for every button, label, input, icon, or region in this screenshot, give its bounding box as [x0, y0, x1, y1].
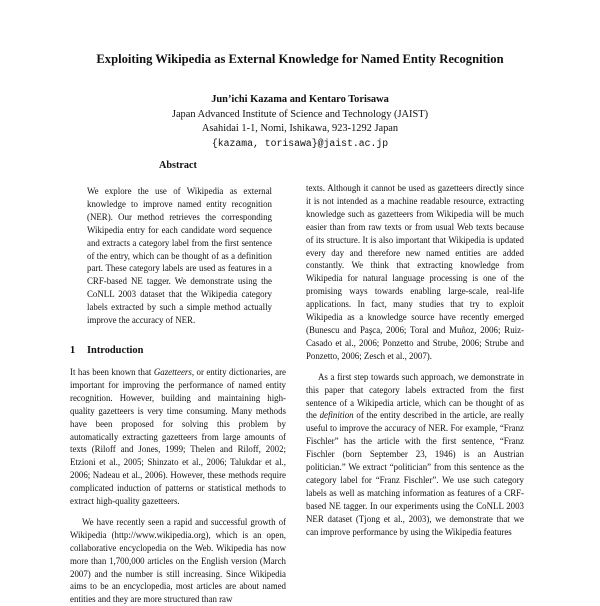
affiliation: Japan Advanced Institute of Science and Technology (JAIST) — [171, 108, 429, 120]
abstract-heading: Abstract — [159, 160, 197, 171]
address: Asahidai 1-1, Nomi, Ishikawa, 923-1292 Japan — [201, 123, 399, 134]
right-paragraph-1: texts. Although it cannot be used as gazetteers directly since it is not intended as a machine readable resource, extracting knowledge such as gazetteers from Wikipedia will be much easier than from raw texts or from usual Web texts because of its structure. It is also important that Wikipedia is updated every day and therefore new named entities are added constantly. We think that extracting knowledge from Wikipedia for natural language processing is one of the promising ways towards enabling large-scale, real-life applications. In fact, many studies that try to exploit Wikipedia as a knowledge source have recently emerged (Bunescu and Paşca, 2006; Toral and Muñoz, 2006; Ruiz-Casado et al., 2006; Ponzetto and Strube, 2006; Strube and Ponzetto, 2006; Zesch et al., 2007). — [306, 183, 524, 361]
intro-paragraph-1 — [70, 366, 286, 508]
author-names: Jun’ichi Kazama and Kentaro Torisawa — [211, 94, 389, 105]
text-run: As a first step towards such approach, we demonstrate in this paper that category labels extracted from the first sentence of a Wikipedia article, which can be thought of as the — [306, 371, 524, 421]
abstract-text: We explore the use of Wikipedia as external knowledge to improve named entity recognition (NER). Our method retrieves the corresponding Wikipedia entry for each candidate word sequence and extracts a category label from the first sentence of the entry, which can be thought of as a definition part. These category labels are used as features in a CRF-based NE tagger. We demonstrate using the CoNLL 2003 dataset that the Wikipedia category labels extracted by such a simple method actually improve the accuracy of NER. — [87, 186, 272, 326]
section-heading-introduction — [70, 345, 286, 356]
paper-title: Exploiting Wikipedia as External Knowledge for Named Entity Recognition — [96, 52, 504, 66]
section-title: Introduction — [87, 344, 144, 356]
text-run: , or entity dictionaries, are important for improving the performance of named entity recognition. However, building and maintaining high-quality gazetteers is very time consuming. Many methods have been proposed for solving this problem by automatically extracting gazetteers from large amounts of texts (Riloff and Jones, 1999; Thelen and Riloff, 2002; Etzioni et al., 2005; Shinzato et al., 2006; Talukdar et al., 2006; Nadeau et al., 2006). However, these methods require complicated induction of patterns or statistical methods to extract high-quality gazetteers. — [70, 366, 286, 507]
author-email: {kazama, torisawa}@jaist.ac.jp — [211, 137, 389, 149]
right-column — [306, 160, 524, 538]
author-block — [0, 93, 600, 151]
section-number: 1 — [70, 344, 76, 356]
text-run: of the entity described in the article, are really useful to improve the accuracy of NER. For example, “Franz Fischler” has the article with the first sentence, “Franz Fischler (born September 23, 1946) is an Austrian politician.” We extract “politician” from this sentence as the category label for “Franz Fischler”. We use such category labels as well as matching information as features of a CRF-based NE tagger. In our experiments using the CoNLL 2003 NER dataset (Tjong et al., 2003), we demonstrate that we can improve performance by using the Wikipedia features — [306, 410, 524, 537]
emphasis-definition: definition — [319, 410, 354, 421]
emphasis-gazetteers: Gazetteers — [153, 366, 192, 377]
left-column — [70, 160, 286, 606]
text-run: It has been known that — [70, 366, 154, 377]
right-paragraph-2 — [306, 371, 524, 539]
intro-paragraph-2: We have recently seen a rapid and successful growth of Wikipedia (http://www.wikipedia.org), which is an open, collaborative encyclopedia on the Web. Wikipedia has now more than 1,700,000 articles on the English version (March 2007) and the number is still increasing. Since Wikipedia aims to be an encyclopedia, most articles are about named entities and they are more structured than raw — [70, 516, 286, 605]
